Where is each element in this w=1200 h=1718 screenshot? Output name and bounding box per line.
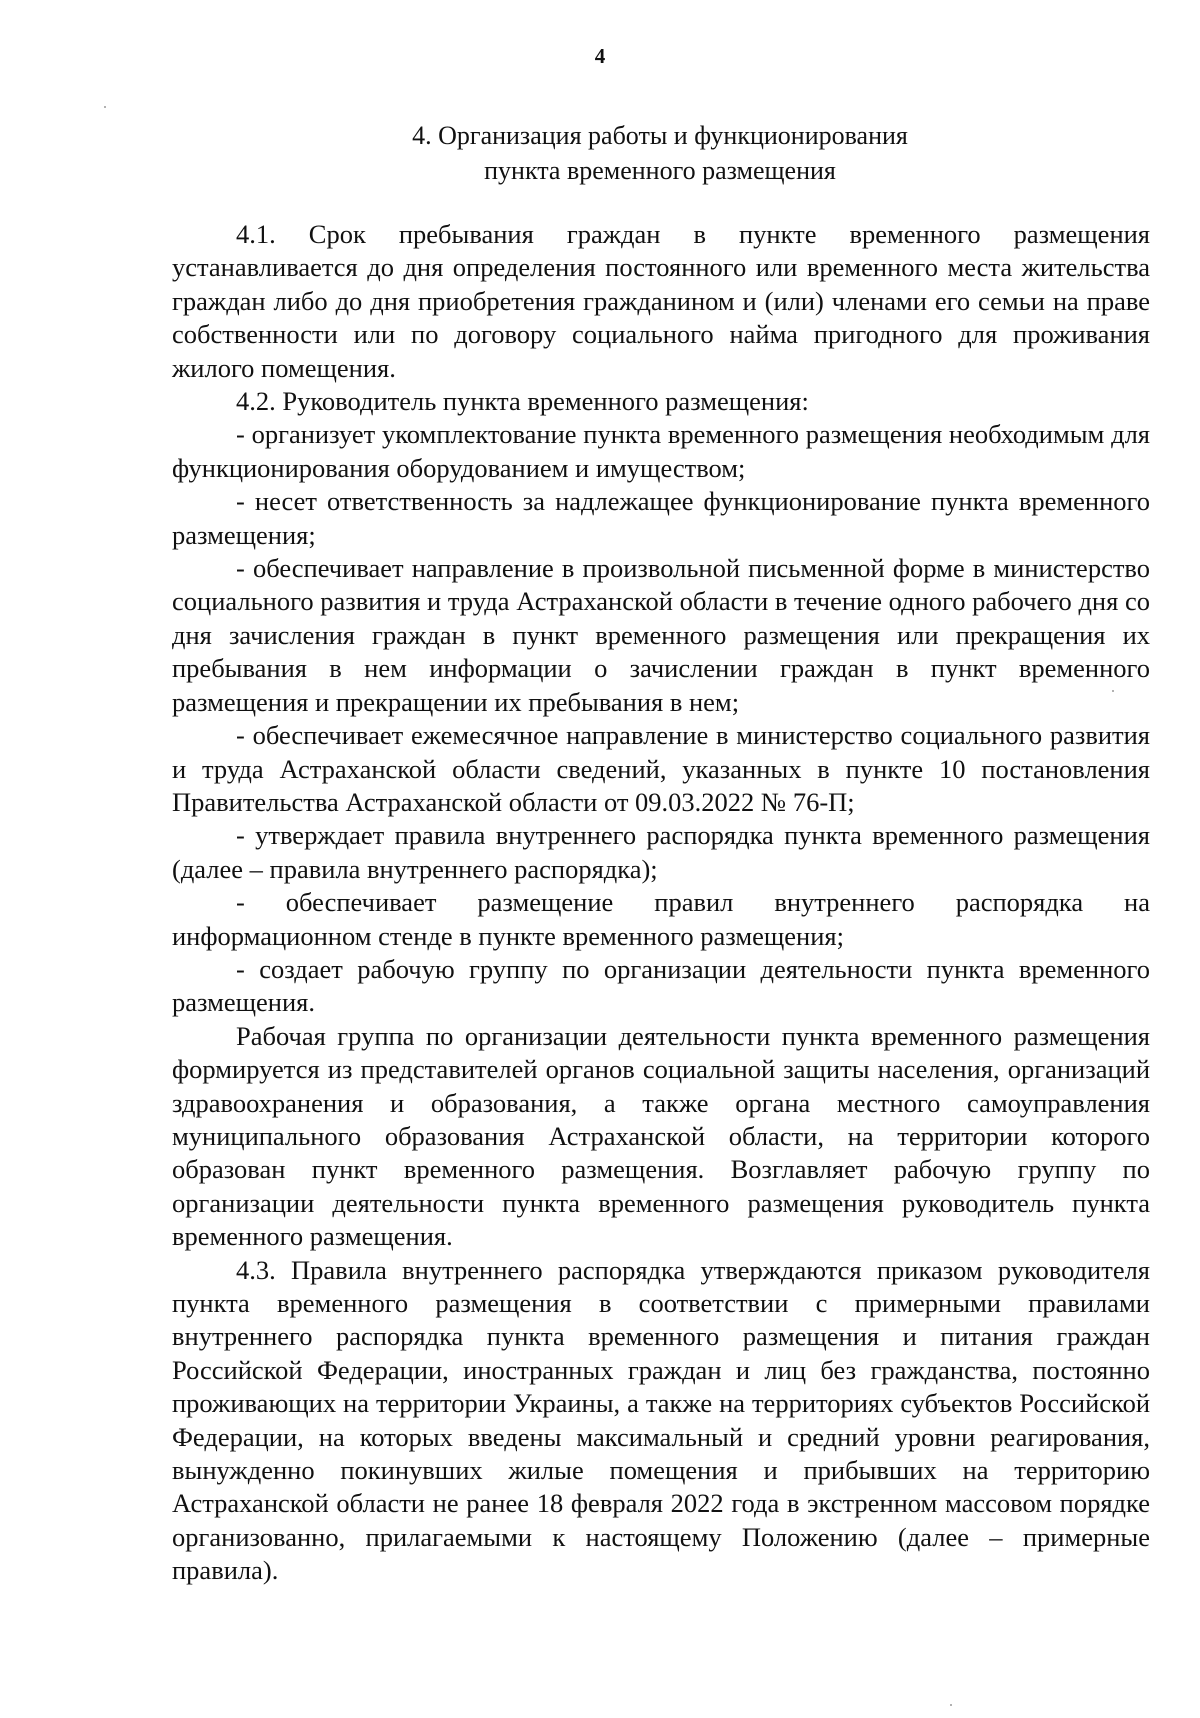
scan-speck — [950, 1704, 952, 1706]
page-number: 4 — [594, 44, 606, 68]
duty-item: - создает рабочую группу по организации деятельности пункта временного размещения. — [172, 953, 1150, 1018]
paragraph-4-2: 4.2. Руководитель пункта временного размещения: — [236, 386, 809, 417]
section-heading — [170, 118, 1150, 188]
duty-item: - обеспечивает направление в произвольной письменной форме в министерство социального развития и труда Астраханской области в течение одного рабочего дня со дня зачисления граждан в пункт временного размещения или прекращения их пребывания в нем информации о зачислении граждан в пункт временного размещения и прекращении их пребывания в нем; — [172, 553, 1150, 717]
duty-item: - несет ответственность за надлежащее функционирование пункта временного размещения; — [172, 486, 1150, 550]
section-heading-line-2: пункта временного размещения — [484, 156, 836, 185]
duty-item: - обеспечивает размещение правил внутреннего распорядка на информационном стенде в пункте временного размещения; — [172, 887, 1150, 951]
paragraph-4-3: 4.3. Правила внутреннего распорядка утверждаются приказом руководителя пункта временного размещения в соответствии с примерными правилами внутреннего распорядка пункта временного размещения и питания граждан Российской Федерации, иностранных граждан и лиц без гражданства, постоянно проживающих на территории Украины, а также на территориях субъектов Российской Федерации, на которых введены максимальный и средний уровни реагирования, вынужденно покинувших жилые помещения и прибывших на территорию Астраханской области не ранее 18 февраля 2022 года в экстренном массовом порядке организованно, прилагаемыми к настоящему Положению (далее – примерные правила). — [172, 1254, 1150, 1586]
duty-item: - обеспечивает ежемесячное направление в министерство социального развития и труда Астраханской области сведений, указанных в пункте 10 постановления Правительства Астраханской области от 09.03.2022 № 76-П; — [172, 720, 1150, 817]
duty-item: - утверждает правила внутреннего распорядка пункта временного размещения (далее – правила внутреннего распорядка); — [172, 820, 1150, 884]
scan-speck — [1112, 690, 1114, 692]
working-group-paragraph: Рабочая группа по организации деятельности пункта временного размещения формируется из представителей органов социальной защиты населения, организаций здравоохранения и образования, а также органа местного самоуправления муниципального образования Астраханской области, на территории которого образован пункт временного размещения. Возглавляет рабочую группу по организации деятельности пункта временного размещения руководитель пункта временного размещения. — [172, 1020, 1150, 1252]
section-heading-line-1: 4. Организация работы и функционирования — [412, 121, 908, 150]
duty-item: - организует укомплектование пункта временного размещения необходимым для функционирования оборудованием и имуществом; — [172, 419, 1150, 483]
paragraph-4-1: 4.1. Срок пребывания граждан в пункте временного размещения устанавливается до дня определения постоянного или временного места жительства граждан либо до дня приобретения гражданином и (или) членами его семьи на праве собственности или по договору социального найма пригодного для проживания жилого помещения. — [172, 219, 1150, 383]
scan-speck — [104, 106, 106, 108]
document-body — [172, 218, 1150, 1588]
